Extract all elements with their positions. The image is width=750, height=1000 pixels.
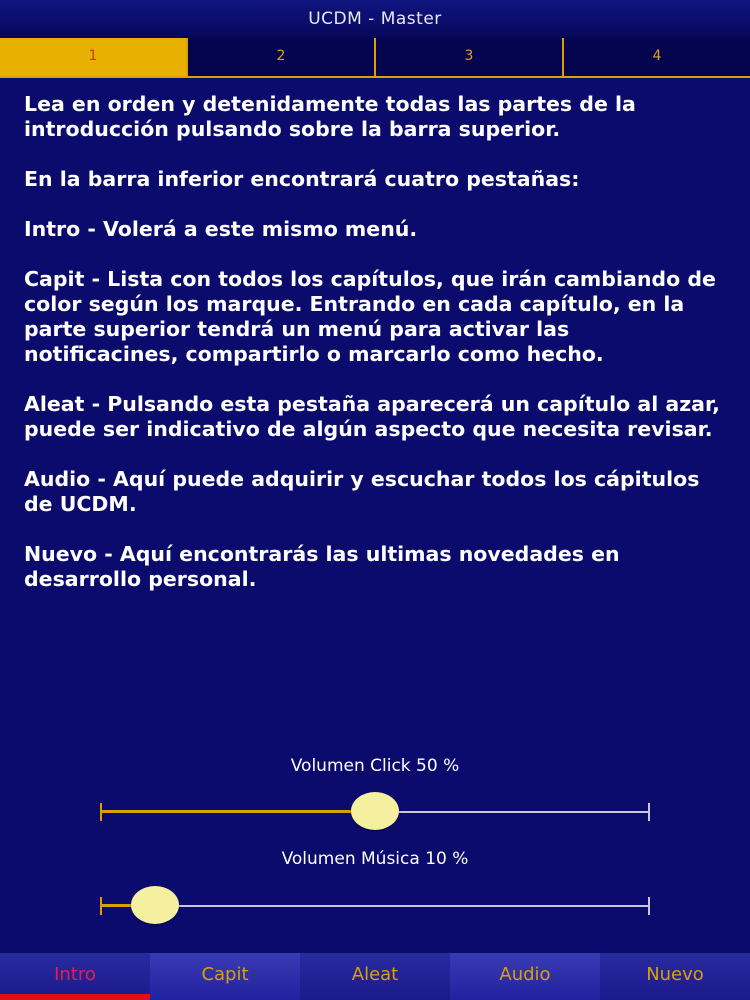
slider-end-cap bbox=[648, 803, 650, 821]
section-tabs bbox=[0, 38, 750, 78]
bottom-tab-audio[interactable]: Audio bbox=[450, 953, 600, 1000]
slider-end-cap bbox=[648, 897, 650, 915]
click-volume-label: Volumen Click 50 % bbox=[290, 756, 460, 776]
music-volume-label: Volumen Música 10 % bbox=[281, 849, 469, 869]
paragraph-audio: Audio - Aquí puede adquirir y escuchar todos los cápitulos de UCDM. bbox=[24, 467, 700, 516]
paragraph-aleat: Aleat - Pulsando esta pestaña aparecerá un capítulo al azar, puede ser indicativo de algún aspecto que necesita revisar. bbox=[24, 392, 720, 441]
bottom-tab-bar bbox=[0, 953, 750, 1000]
paragraph-bottom-bar: En la barra inferior encontrará cuatro pestañas: bbox=[24, 167, 580, 191]
slider-fill bbox=[100, 810, 375, 813]
click-volume-slider[interactable] bbox=[100, 792, 650, 832]
slider-thumb[interactable] bbox=[131, 886, 179, 924]
window-title: UCDM - Master bbox=[0, 0, 750, 38]
music-volume-slider[interactable] bbox=[100, 886, 650, 926]
bottom-tab-nuevo[interactable]: Nuevo bbox=[600, 953, 750, 1000]
tab-2[interactable]: 2 bbox=[186, 38, 374, 78]
slider-track bbox=[100, 905, 650, 907]
bottom-tab-intro[interactable]: Intro bbox=[0, 953, 150, 1000]
slider-start-cap bbox=[100, 897, 102, 915]
slider-start-cap bbox=[100, 803, 102, 821]
tab-1[interactable]: 1 bbox=[0, 38, 186, 78]
slider-thumb[interactable] bbox=[351, 792, 399, 830]
paragraph-capit: Capit - Lista con todos los capítulos, que irán cambiando de color según los marque. Entrando en cada capítulo, en la parte superior tendrá un menú para activar las notificacines, compartirlo o marcarlo como hecho. bbox=[24, 267, 716, 366]
bottom-tab-capit[interactable]: Capit bbox=[150, 953, 300, 1000]
paragraph-instructions: Lea en orden y detenidamente todas las partes de la introducción pulsando sobre la barra superior. bbox=[24, 92, 636, 141]
tab-4[interactable]: 4 bbox=[562, 38, 750, 78]
bottom-tab-aleat[interactable]: Aleat bbox=[300, 953, 450, 1000]
intro-text bbox=[24, 92, 724, 617]
tab-3[interactable]: 3 bbox=[374, 38, 562, 78]
paragraph-intro: Intro - Volerá a este mismo menú. bbox=[24, 217, 418, 241]
paragraph-nuevo: Nuevo - Aquí encontrarás las ultimas novedades en desarrollo personal. bbox=[24, 542, 620, 591]
